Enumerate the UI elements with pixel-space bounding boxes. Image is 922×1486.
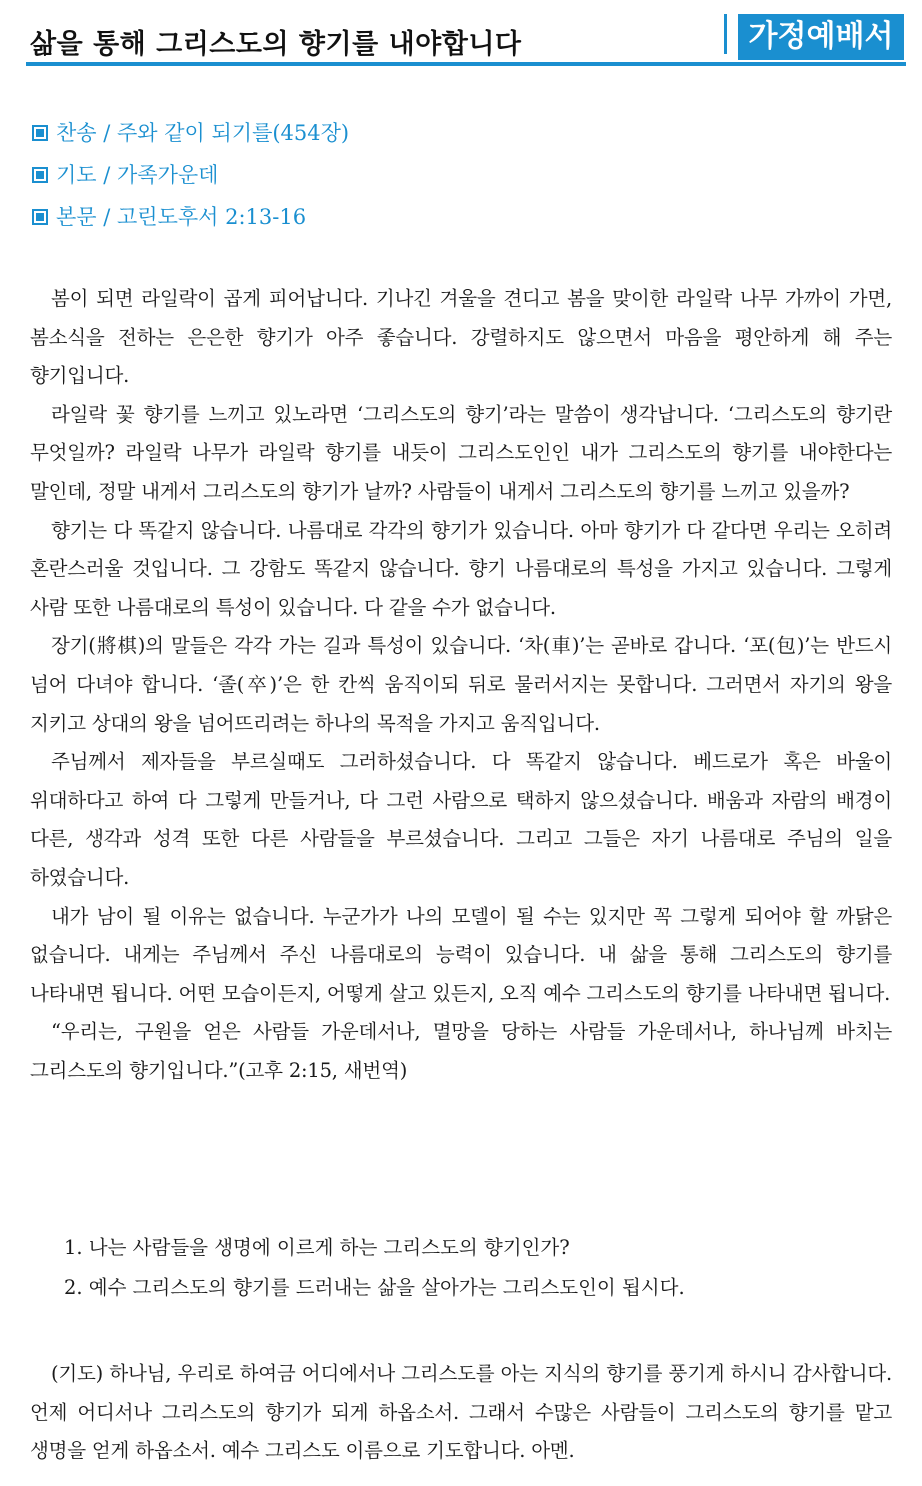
closing-prayer: (기도) 하나님, 우리로 하여금 어디에서나 그리스도를 아는 지식의 향기를 풍기게 하시니 감사합니다. 언제 어디서나 그리스도의 향기가 되게 하옵소서. 그래서 수많은 사람들이 그리스도의 향기를 맡고 생명을 얻게 하옵소서. 예수 그리스도 이름으로 기도합니다. 아멘. <box>30 1362 892 1463</box>
prayer-info <box>32 154 349 196</box>
scripture-info-text: 본문 / 고린도후서 2:13-16 <box>56 205 307 229</box>
square-bullet-icon <box>32 125 48 141</box>
page-header <box>30 8 902 68</box>
paragraph: 봄이 되면 라일락이 곱게 피어납니다. 기나긴 겨울을 견디고 봄을 맞이한 라일락 나무 가까이 가면, 봄소식을 전하는 은은한 향기가 아주 좋습니다. 강렬하지도 않으면서 마음을 평안하게 해 주는 향기입니다. <box>30 287 892 388</box>
worship-info-list <box>32 112 349 238</box>
square-bullet-icon <box>32 209 48 225</box>
hymn-info <box>32 112 349 154</box>
prayer-info-text: 기도 / 가족가운데 <box>56 163 219 187</box>
paragraph: 라일락 꽃 향기를 느끼고 있노라면 ‘그리스도의 향기’라는 말씀이 생각납니다. ‘그리스도의 향기란 무엇일까? 라일락 나무가 라일락 향기를 내듯이 그리스도인인 내가 그리스도의 향기를 내야한다는 말인데, 정말 내게서 그리스도의 향기가 날까? 사람들이 내게서 그리스도의 향기를 느끼고 있을까? <box>30 402 892 503</box>
question-item: 2. 예수 그리스도의 향기를 드러내는 삶을 살아가는 그리스도인이 됩시다. <box>64 1276 685 1299</box>
section-badge: 가정예배서 <box>738 14 904 60</box>
question-item: 1. 나는 사람들을 생명에 이르게 하는 그리스도의 향기인가? <box>64 1236 570 1259</box>
sermon-body <box>30 280 892 1090</box>
paragraph: 내가 남이 될 이유는 없습니다. 누군가가 나의 모델이 될 수는 있지만 꼭 그렇게 되어야 할 까닭은 없습니다. 내게는 주님께서 주신 나름대로의 능력이 있습니다. 내 삶을 통해 그리스도의 향기를 나타내면 됩니다. 어떤 모습이든지, 어떻게 살고 있든지, 오직 예수 그리스도의 향기를 나타내면 됩니다. <box>30 904 892 1005</box>
square-bullet-icon <box>32 167 48 183</box>
paragraph: 향기는 다 똑같지 않습니다. 나름대로 각각의 향기가 있습니다. 아마 향기가 다 같다면 우리는 오히려 혼란스러울 것입니다. 그 강함도 똑같지 않습니다. 향기 나름대로의 특성을 가지고 있습니다. 그렇게 사람 또한 나름대로의 특성이 있습니다. 다 같을 수가 없습니다. <box>30 518 892 619</box>
header-rule <box>26 62 906 66</box>
paragraph: 장기(將棋)의 말들은 각각 가는 길과 특성이 있습니다. ‘차(車)’는 곧바로 갑니다. ‘포(包)’는 반드시 넘어 다녀야 합니다. ‘졸(卒)’은 한 칸씩 움직이되 뒤로 물러서지는 못합니다. 그러면서 자기의 왕을 지키고 상대의 왕을 넘어뜨리려는 하나의 목적을 가지고 움직입니다. <box>30 634 892 735</box>
scripture-quote: “우리는, 구원을 얻은 사람들 가운데서나, 멸망을 당하는 사람들 가운데서나, 하나님께 바치는 그리스도의 향기입니다.”(고후 2:15, 새번역) <box>30 1020 892 1082</box>
paragraph: 주님께서 제자들을 부르실때도 그러하셨습니다. 다 똑같지 않습니다. 베드로가 혹은 바울이 위대하다고 하여 다 그렇게 만들거나, 다 그런 사람으로 택하지 않으셨습니다. 배움과 자람의 배경이 다른, 생각과 성격 또한 다른 사람들을 부르셨습니다. 그리고 그들은 자기 나름대로 주님의 일을 하였습니다. <box>30 750 892 889</box>
scripture-info <box>32 196 349 238</box>
page-title: 삶을 통해 그리스도의 향기를 내야합니다 <box>30 29 522 60</box>
hymn-info-text: 찬송 / 주와 같이 되기를(454장) <box>56 121 350 145</box>
reflection-questions <box>64 1228 685 1308</box>
header-divider <box>724 14 727 54</box>
